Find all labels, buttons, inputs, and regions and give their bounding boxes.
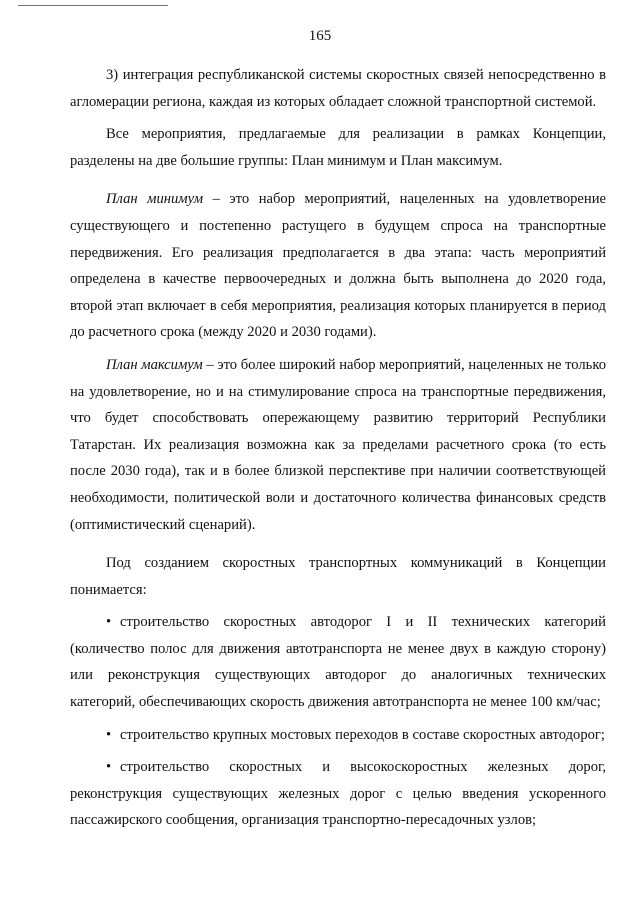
page-number: 165: [308, 28, 332, 44]
paragraph-groups: Все мероприятия, предлагаемые для реализации в рамках Концепции, разделены на две большие группы: План минимум и План максимум.: [70, 126, 606, 169]
scan-top-line: [18, 5, 168, 6]
paragraph-definition: Под созданием скоростных транспортных коммуникаций в Концепции понимается:: [70, 555, 606, 598]
list-item-text: строительство скоростных автодорог I и II технических категорий (количество полос для движения автотранспорта не менее двух в каждую сторону) или реконструкция существующих автодорог до аналогичных технических категорий, обеспечивающих скорость движения автотранспорта не менее 100 км/час;: [70, 614, 606, 711]
document-body: [70, 62, 606, 840]
plan-maximum-text: – это более широкий набор мероприятий, нацеленных не только на удовлетворение, но и на стимулирование спроса на транспортные передвижения, что будет способствовать опережающему развитию территорий Республики Татарстан. Их реализация возможна как за пределами расчетного срока (то есть после 2030 года), так и в более близкой перспективе при наличии соответствующей необходимости, политической воли и достаточного количества финансовых средств (оптимистический сценарий).: [70, 356, 606, 533]
paragraph-plan-minimum: [70, 186, 606, 346]
term-plan-maximum: План максимум: [106, 356, 203, 373]
list-item-text: строительство крупных мостовых переходов в составе скоростных автодорог;: [120, 726, 605, 743]
list-item-highways: [70, 609, 606, 715]
list-item-bridges: [70, 722, 606, 749]
bullet-icon: •: [106, 726, 112, 743]
paragraph-integration: 3) интеграция республиканской системы скоростных связей непосредственно в агломерации региона, каждая из которых обладает сложной транспортной системой.: [70, 67, 606, 110]
bullet-icon: •: [106, 759, 112, 776]
term-plan-minimum: План минимум: [106, 191, 204, 208]
bullet-icon: •: [106, 614, 112, 631]
paragraph-plan-maximum: [70, 352, 606, 538]
list-item-railways: [70, 754, 606, 834]
list-item-text: строительство скоростных и высокоскоростных железных дорог, реконструкция существующих железных дорог с целью введения ускоренного пассажирского сообщения, организация транспортно-пересадочных узлов;: [70, 759, 606, 829]
plan-minimum-text: – это набор мероприятий, нацеленных на удовлетворение существующего и постепенно растущего в будущем спроса на транспортные передвижения. Его реализация предполагается в два этапа: часть мероприятий определена в качестве первоочередных и должна быть выполнена до 2020 года, второй этап включает в себя мероприятия, реализация которых планируется в период до расчетного срока (между 2020 и 2030 годами).: [70, 191, 606, 341]
